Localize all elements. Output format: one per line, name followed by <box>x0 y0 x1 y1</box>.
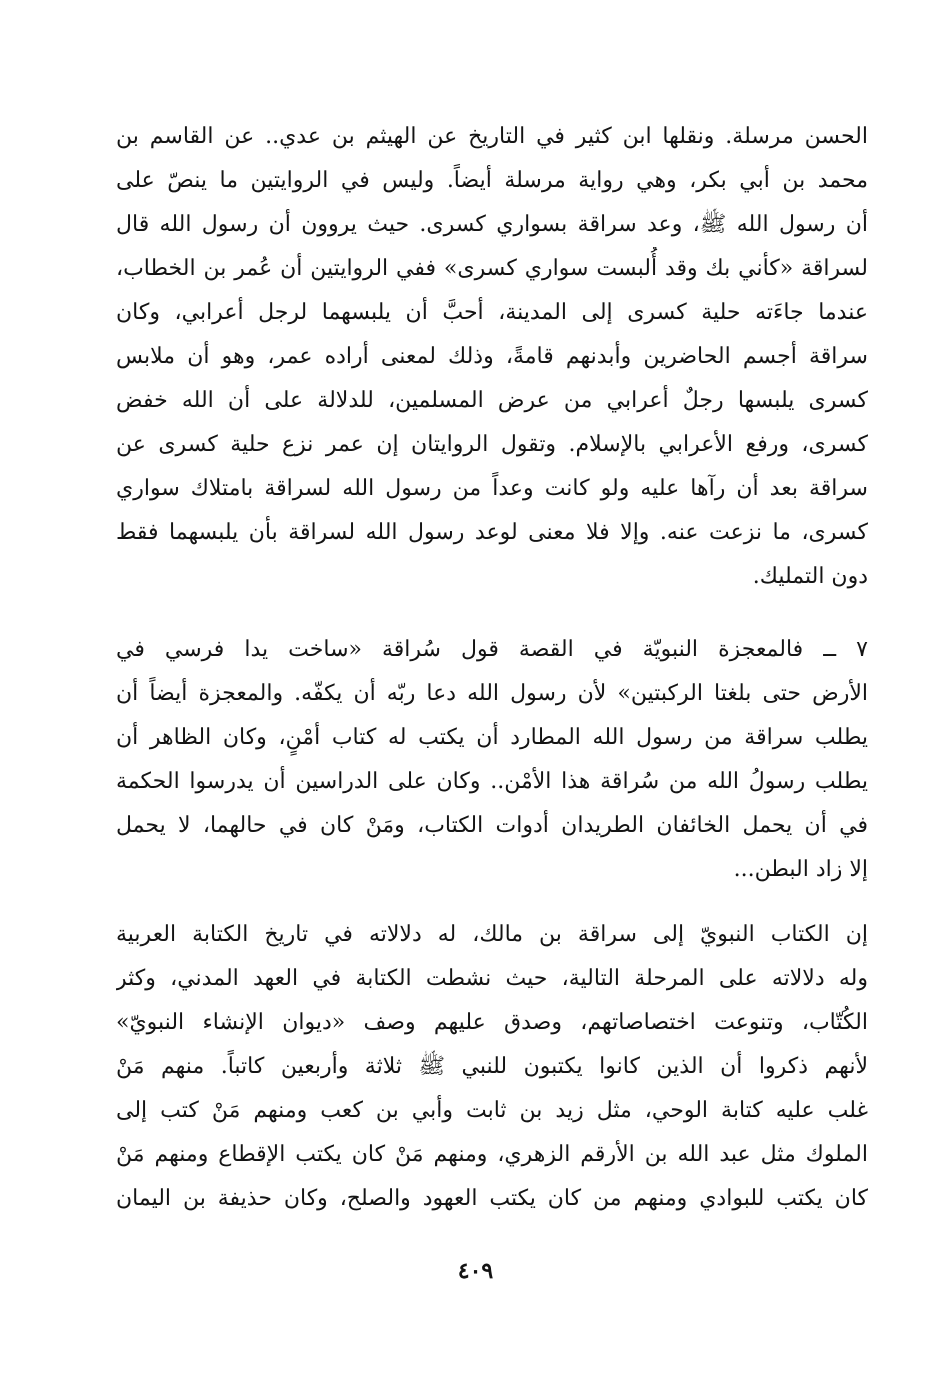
text-line: كسرى، ما نزعت عنه. وإلا فلا معنى لوعد رسول الله لسراقة بأن يلبسهما فقط <box>116 520 868 545</box>
text-line: كان يكتب للبوادي ومنهم من كان يكتب العهود والصلح، وكان حذيفة بن اليمان <box>116 1186 868 1211</box>
text-line: إن الكتاب النبويّ إلى سراقة بن مالك، له دلالاته في تاريخ الكتابة العربية <box>116 922 868 947</box>
paragraph-1 <box>116 115 868 599</box>
text-line: كسرى، ورفع الأعرابي بالإسلام. وتقول الروايتان إن عمر نزع حلية كسرى عن <box>116 432 868 457</box>
text-line: سراقة بعد أن رآها عليه ولو كانت وعداً من رسول الله لسراقة بامتلاك سواري <box>116 476 868 501</box>
text-line: الكُتّاب، وتنوعت اختصاصاتهم، وصدق عليهم وصف «ديوان الإنشاء النبويّ» <box>116 1010 868 1035</box>
page-number: ٤٠٩ <box>457 1258 494 1284</box>
text-line: الحسن مرسلة. ونقلها ابن كثير في التاريخ عن الهيثم بن عدي.. عن القاسم بن <box>116 124 868 149</box>
text-line: وله دلالاته على المرحلة التالية، حيث نشطت الكتابة في العهد المدني، وكثر <box>116 966 868 991</box>
text-line: يطلب سراقة من رسول الله المطارد أن يكتب له كتاب أمْنٍ، وكان الظاهر أن <box>116 725 868 750</box>
text-line: في أن يحمل الخائفان الطريدان أدوات الكتاب، ومَنْ كان في حالهما، لا يحمل <box>116 813 868 838</box>
text-line: أن رسول الله ﷺ، وعد سراقة بسواري كسرى. حيث يروون أن رسول الله قال <box>116 212 868 237</box>
text-line: يطلب رسولُ الله من سُراقة هذا الأمْن.. وكان على الدراسين أن يدرسوا الحكمة <box>116 769 868 794</box>
paragraph-2 <box>116 628 868 892</box>
text-line: ٧ ــ فالمعجزة النبويّة في القصة قول سُراقة «ساخت يدا فرسي في <box>116 637 868 662</box>
text-line: محمد بن أبي بكر، وهي رواية مرسلة أيضاً. وليس في الروايتين ما ينصّ على <box>116 168 868 193</box>
text-line: الملوك مثل عبد الله بن الأرقم الزهري، ومنهم مَنْ كان يكتب الإقطاع ومنهم مَنْ <box>116 1142 868 1167</box>
paragraph-3 <box>116 913 868 1221</box>
text-line: الأرض حتى بلغتا الركبتين» لأن رسول الله دعا ربّه أن يكفّه. والمعجزة أيضاً أن <box>116 681 868 706</box>
text-line: كسرى يلبسها رجلٌ أعرابي من عرض المسلمين، للدلالة على أن الله خفض <box>116 388 868 413</box>
text-line: غلب عليه كتابة الوحي، مثل زيد بن ثابت وأبي بن كعب ومنهم مَنْ كتب إلى <box>116 1098 868 1123</box>
text-line: سراقة أجسم الحاضرين وأبدنهم قامةً، وذلك لمعنى أراده عمر، وهو أن ملابس <box>116 344 868 369</box>
text-line: إلا زاد البطن... <box>733 857 868 882</box>
text-line: عندما جاءَته حلية كسرى إلى المدينة، أحبَّ أن يلبسهما لرجل أعرابي، وكان <box>116 300 868 325</box>
text-line: دون التمليك. <box>752 564 868 589</box>
text-line: لأنهم ذكروا أن الذين كانوا يكتبون للنبي ﷺ ثلاثة وأربعين كاتباً. منهم مَنْ <box>116 1054 868 1079</box>
text-line: لسراقة «كأني بك وقد أُلبست سواري كسرى» ففي الروايتين أن عُمر بن الخطاب، <box>116 256 868 281</box>
